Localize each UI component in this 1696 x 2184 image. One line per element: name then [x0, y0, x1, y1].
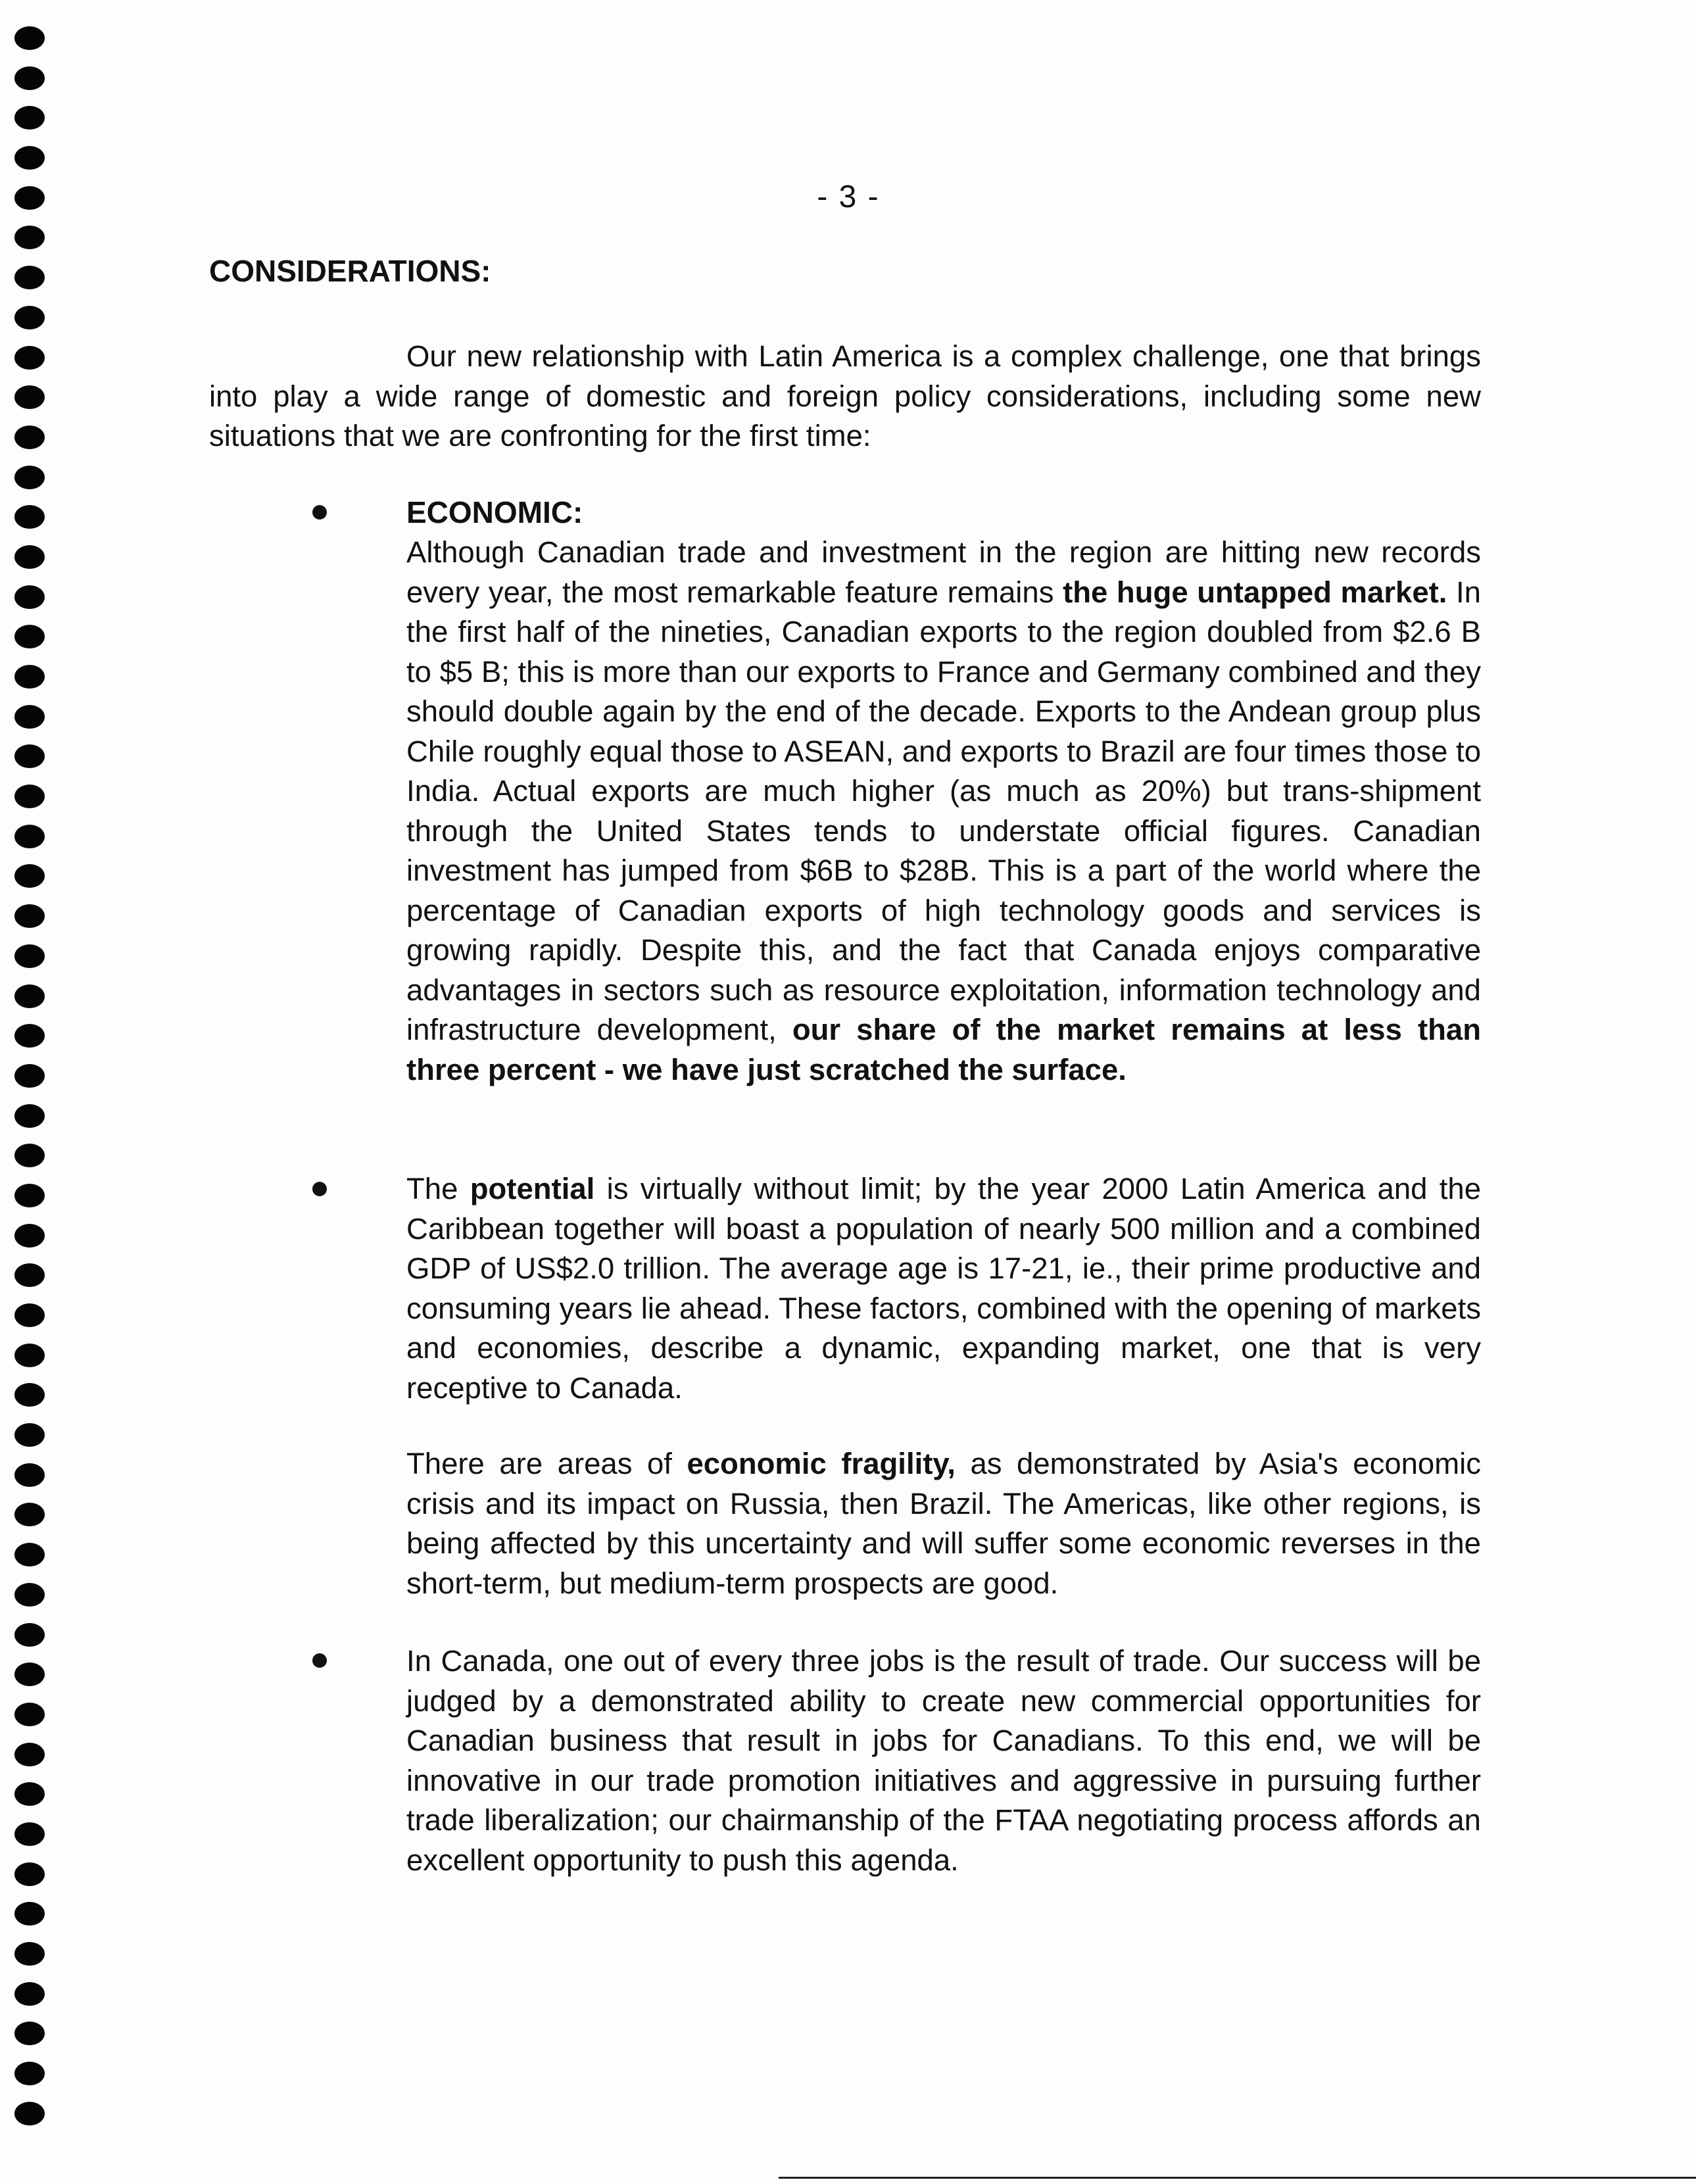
bullet-icon — [312, 1653, 327, 1668]
feed-hole — [14, 665, 45, 689]
text-span: The — [406, 1172, 470, 1205]
feed-hole — [14, 785, 45, 808]
feed-hole — [14, 1942, 45, 1966]
feed-hole — [14, 226, 45, 249]
bottom-edge-line — [779, 2177, 1696, 2179]
feed-hole — [14, 2062, 45, 2085]
bullet-icon — [312, 1182, 327, 1196]
feed-hole — [14, 1822, 45, 1846]
tractor-feed-holes — [14, 26, 54, 2184]
feed-hole — [14, 1503, 45, 1526]
feed-hole — [14, 146, 45, 170]
feed-hole — [14, 266, 45, 289]
feed-hole — [14, 1662, 45, 1686]
economic-heading: ECONOMIC: — [406, 495, 583, 529]
text-span: Although Canadian trade and investment in the region are hitting new records every year, the most remarkable feature remains — [406, 535, 1481, 609]
feed-hole — [14, 2022, 45, 2045]
feed-hole — [14, 346, 45, 370]
feed-hole — [14, 944, 45, 968]
feed-hole — [14, 1344, 45, 1367]
feed-hole — [14, 1423, 45, 1447]
bullet-icon — [312, 505, 327, 520]
feed-hole — [14, 1703, 45, 1726]
jobs-paragraph: In Canada, one out of every three jobs is the result of trade. Our success will be judged by a demonstrated ability to create new commercial opportunities for Canadian business that result in jobs for Canadians. To this end, we will be innovative in our trade promotion initiatives and aggressive in pursuing further trade liberalization; our chairmanship of the FTAA negotiating process affords an excellent opportunity to push this agenda. — [406, 1644, 1481, 1877]
bold-text: our share of the market remains at less than three percent - we have just scratched the surface. — [406, 1013, 1481, 1086]
feed-hole — [14, 1024, 45, 1048]
fragility-paragraph — [406, 1444, 1481, 1603]
potential-paragraph — [406, 1169, 1481, 1408]
feed-hole — [14, 1543, 45, 1566]
text-span: as demonstrated by Asia's economic crisis and its impact on Russia, then Brazil. The Americas, like other regions, is being affected by this uncertainty and will suffer some economic reverses in the short-term, but medium-term prospects are good. — [406, 1447, 1482, 1600]
feed-hole — [14, 705, 45, 729]
bold-text: economic fragility, — [687, 1447, 956, 1480]
text-span: There are areas of — [406, 1447, 687, 1480]
feed-hole — [14, 2102, 45, 2125]
feed-hole — [14, 1263, 45, 1287]
economic-paragraph — [406, 533, 1481, 1090]
feed-hole — [14, 1623, 45, 1647]
feed-hole — [14, 1743, 45, 1766]
feed-hole — [14, 1184, 45, 1207]
feed-hole — [14, 505, 45, 529]
feed-hole — [14, 425, 45, 449]
feed-hole — [14, 1902, 45, 1926]
bold-text: potential — [470, 1172, 595, 1205]
feed-hole — [14, 1224, 45, 1248]
page-number: - 3 - — [817, 180, 880, 214]
text-span: In the first half of the nineties, Canadian exports to the region doubled from $2.6 B to $5 B; this is more than our exports to France and Germany combined and they should double again by the end of the decade. Exports to the Andean group plus Chile roughly equal those to ASEAN, and exports to Brazil are four times those to India. Actual exports are much higher (as much as 20%) but trans-shipment through the United States tends to understate official figures. Canadian investment has jumped from $6B to $28B. This is a part of the world where the percentage of Canadian exports of high technology goods and services is growing rapidly. Despite this, and the fact that Canada enjoys comparative advantages in sectors such as resource exploitation, information technology and infrastructure development, — [406, 575, 1481, 1046]
intro-paragraph: Our new relationship with Latin America is a complex challenge, one that brings into play a wide range of domestic and foreign policy considerations, including some new situations that we are confronting for the first time: — [209, 339, 1481, 452]
feed-hole — [14, 984, 45, 1008]
section-heading: CONSIDERATIONS: — [209, 254, 491, 288]
feed-hole — [14, 1862, 45, 1886]
feed-hole — [14, 1303, 45, 1327]
feed-hole — [14, 1064, 45, 1088]
feed-hole — [14, 385, 45, 409]
feed-hole — [14, 585, 45, 609]
bold-text: the huge untapped market. — [1063, 575, 1447, 609]
feed-hole — [14, 864, 45, 888]
feed-hole — [14, 744, 45, 768]
text-span: is virtually without limit; by the year 2000 Latin America and the Caribbean together will boast a population of nearly 500 million and a combined GDP of US$2.0 trillion. The average age is 17-21, ie., their prime productive and consuming years lie ahead. These factors, combined with the opening of markets and economies, describe a dynamic, expanding market, one that is very receptive to Canada. — [406, 1172, 1482, 1405]
feed-hole — [14, 26, 45, 50]
feed-hole — [14, 106, 45, 130]
feed-hole — [14, 625, 45, 648]
feed-hole — [14, 466, 45, 489]
feed-hole — [14, 545, 45, 569]
feed-hole — [14, 1104, 45, 1128]
feed-hole — [14, 1144, 45, 1167]
feed-hole — [14, 1583, 45, 1607]
feed-hole — [14, 904, 45, 928]
feed-hole — [14, 66, 45, 90]
feed-hole — [14, 1782, 45, 1806]
feed-hole — [14, 825, 45, 848]
feed-hole — [14, 1383, 45, 1407]
feed-hole — [14, 186, 45, 210]
feed-hole — [14, 306, 45, 329]
feed-hole — [14, 1463, 45, 1487]
feed-hole — [14, 1982, 45, 2006]
